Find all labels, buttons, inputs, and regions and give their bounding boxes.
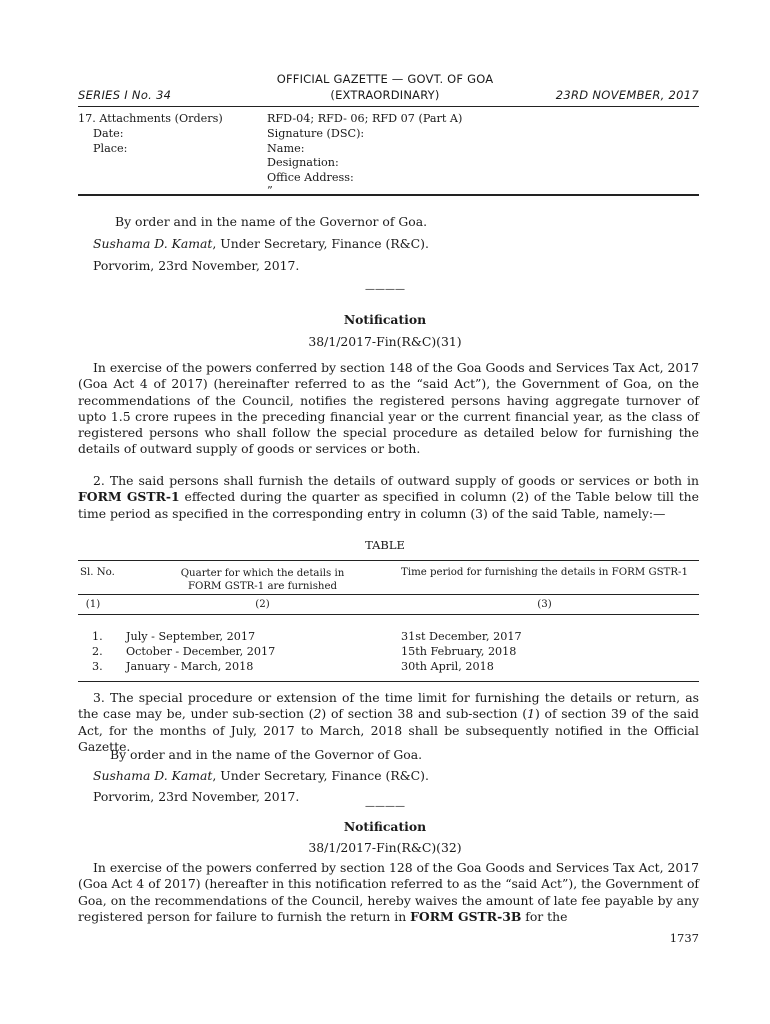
table-header-rule (78, 594, 699, 595)
attachments-values (267, 112, 567, 196)
notification-paragraph-3 (78, 690, 699, 755)
paragraph-2-text-a: 2. The said persons shall furnish the details of outward supply of goods or services or both in (93, 473, 699, 488)
order-line: By order and in the name of the Governor of Goa. (115, 214, 428, 229)
signatory-name: Sushama D. Kamat (93, 236, 213, 251)
table-cell-period: 31st December, 2017 (401, 630, 522, 643)
paragraph-3-subsection-a: 2 (313, 706, 322, 722)
notification-title (0, 312, 770, 327)
attachments-place-label: Place: (93, 141, 128, 155)
paragraph-3-text-b: ) of section 38 and sub-section ( (321, 706, 528, 722)
paragraph-2-form-name: FORM GSTR-1 (78, 489, 180, 505)
table-cell-quarter: January - March, 2018 (126, 660, 254, 673)
notification-2-form-name: FORM GSTR-3B (410, 908, 522, 924)
order-line: By order and in the name of the Governor of Goa. (110, 747, 423, 762)
attachments-signature: Signature (DSC): (267, 126, 365, 140)
notification-paragraph-1 (78, 860, 699, 925)
table-header-quarter: Quarter for which the details in FORM GSTR-1 are furnished (180, 568, 345, 592)
table-body-period (401, 629, 522, 674)
table-header-sl: Sl. No. (80, 567, 115, 578)
table-row: 3. (92, 660, 103, 673)
table-colnum-1: (1) (85, 599, 101, 610)
paragraph-2-text-b: effected during the quarter as specified in column (2) of the Table below till the time period as specified in the corresponding entry in column (3) of the said Table, namely:— (78, 489, 699, 521)
notification-title-text: Notification (343, 819, 427, 834)
notification-paragraph-1: In exercise of the powers conferred by section 148 of the Goa Goods and Services Tax Act, 2017 (Goa Act 4 of 2017) (hereinafter referred to as the “said Act”), the Government of Goa, on the recommendations of the Council, notifies the registered persons having aggregate turnover of upto 1.5 crore rupees in the preceding financial year or the current financial year, as the class of registered persons who shall follow the special procedure as detailed below for furnishing the details of outward supply of goods or services or both. (78, 360, 699, 457)
attachments-designation: Designation: (267, 156, 339, 170)
series-number: SERIES I No. 34 (78, 88, 172, 102)
signatory-name: Sushama D. Kamat (93, 768, 213, 783)
gazette-title: OFFICIAL GAZETTE — GOVT. OF GOA (276, 72, 494, 86)
table-cell-period: 15th February, 2018 (401, 645, 517, 658)
notification-title (0, 819, 770, 834)
separator: ———— (365, 801, 405, 812)
attachments-item-label: 17. Attachments (Orders) (78, 112, 223, 125)
table-cell-quarter: July - September, 2017 (126, 630, 256, 643)
table-top-rule (78, 560, 699, 561)
notification-2-text-b: for the (521, 908, 568, 924)
attachments-rule (78, 194, 699, 196)
notification-number: 38/1/2017-Fin(R&C)(31) (308, 334, 462, 349)
table-colnum-rule (78, 614, 699, 615)
table-header-period: Time period for furnishing the details in FORM GSTR-1 (401, 567, 688, 578)
notification-title-text: Notification (343, 312, 427, 327)
notification-paragraph-2 (78, 473, 699, 522)
table-bottom-rule (78, 681, 699, 682)
attachments-labels (78, 112, 258, 156)
table-body-quarter (126, 629, 275, 674)
paragraph-3-subsection-b: 1 (527, 706, 535, 722)
notification-2-text-a: In exercise of the powers conferred by section 128 of the Goa Goods and Services Tax Act, 2017 (Goa Act 4 of 2017) (hereafter in this notification referred to as the “said Act”), the Government of Goa, on the recommendations of the Council, hereby waives the amount of late fee payable by any registered person for failure to furnish the return in (78, 860, 699, 924)
table-cell-quarter: October - December, 2017 (126, 645, 276, 658)
table-row: 1. (92, 630, 103, 643)
page-number: 1737 (669, 931, 699, 945)
paragraph-3-text-c: ) of section 39 of the said Act, for the months of July, 2017 to March, 2018 shall be subsequently notified in the Official Gazette. (78, 706, 699, 754)
attachments-address: Office Address: (267, 171, 354, 185)
table-colnum-3: (3) (537, 599, 552, 610)
signatory (93, 768, 429, 783)
separator: ———— (365, 284, 405, 295)
table-caption: TABLE (365, 538, 405, 552)
signatory-title: , Under Secretary, Finance (R&C). (212, 236, 429, 251)
notification-number: 38/1/2017-Fin(R&C)(32) (308, 840, 462, 855)
table-body-sl (92, 629, 103, 674)
table-colnum-2: (2) (255, 599, 270, 610)
order-place-date: Porvorim, 23rd November, 2017. (93, 258, 300, 273)
gazette-subtitle: (EXTRAORDINARY) (330, 88, 440, 102)
attachments-date-label: Date: (93, 126, 124, 140)
table-row: 2. (92, 645, 103, 658)
attachments-closing-quote: ” (267, 183, 273, 197)
table-cell-period: 30th April, 2018 (401, 660, 494, 673)
paragraph-3-text-a: 3. The special procedure or extension of the time limit for furnishing the details or return, as the case may be, under sub-section ( (78, 690, 699, 722)
issue-date: 23RD NOVEMBER, 2017 (555, 88, 699, 102)
signatory-title: , Under Secretary, Finance (R&C). (212, 768, 429, 783)
signatory (93, 236, 429, 251)
order-place-date: Porvorim, 23rd November, 2017. (93, 789, 300, 804)
attachments-forms: RFD-04; RFD- 06; RFD 07 (Part A) (267, 112, 463, 125)
header-rule (78, 106, 699, 107)
attachments-name: Name: (267, 141, 305, 155)
